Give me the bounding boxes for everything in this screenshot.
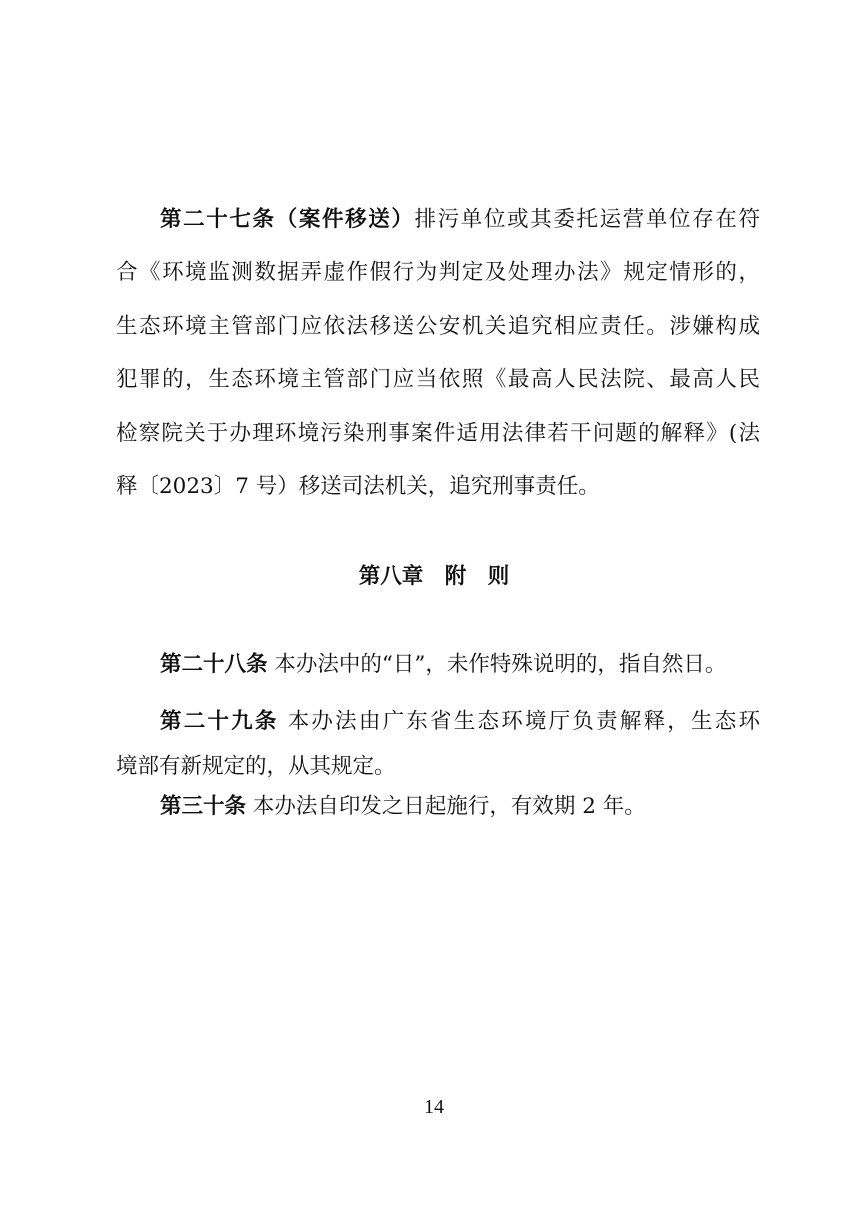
article-30-text: 本办法自印发之日起施行，有效期 2 年。 <box>252 794 646 819</box>
article-28-text: 本办法中的“日”，未作特殊说明的，指自然日。 <box>274 652 727 677</box>
article-27-line-1 <box>160 206 760 234</box>
article-28-title: 第二十八条 <box>160 652 268 677</box>
article-30 <box>160 793 760 821</box>
article-29-text: 本办法由广东省生态环境厅负责解释，生态环 <box>287 709 760 734</box>
article-30-title: 第三十条 <box>160 794 247 819</box>
article-27-line-3: 生态环境主管部门应依法移送公安机关追究相应责任。涉嫌构成 <box>116 314 760 339</box>
article-27-line-6: 释〔2023〕7 号）移送司法机关，追究刑事责任。 <box>116 474 600 499</box>
article-29-line-1 <box>160 708 760 736</box>
article-27-line-2: 合《环境监测数据弄虚作假行为判定及处理办法》规定情形的， <box>116 260 760 285</box>
article-29-title: 第二十九条 <box>160 709 279 734</box>
page-number: 14 <box>424 1096 444 1118</box>
article-27-line-5: 检察院关于办理环境污染刑事案件适用法律若干问题的解释》(法 <box>116 421 760 446</box>
article-27-title: 第二十七条（案件移送） <box>160 207 415 232</box>
article-27-text: 排污单位或其委托运营单位存在符 <box>414 207 760 232</box>
article-28 <box>160 651 760 679</box>
article-29-line-2: 境部有新规定的，从其规定。 <box>116 754 396 779</box>
article-27-line-4: 犯罪的，生态环境主管部门应当依照《最高人民法院、最高人民 <box>116 367 760 392</box>
chapter-heading: 第八章 附 则 <box>358 564 510 589</box>
